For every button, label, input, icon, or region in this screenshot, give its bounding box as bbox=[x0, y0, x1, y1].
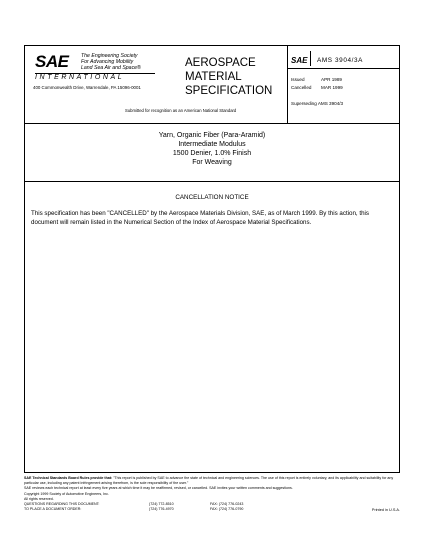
cancellation-heading: CANCELLATION NOTICE bbox=[175, 194, 249, 201]
specification-title bbox=[25, 124, 399, 182]
document-number: AMS 3904/3A bbox=[317, 57, 364, 64]
tagline-line: Land Sea Air and Space® bbox=[81, 65, 141, 72]
sae-logo-mark: SAE bbox=[35, 52, 69, 71]
sae-international: INTERNATIONAL bbox=[35, 73, 155, 81]
spec-title-line: For Weaving bbox=[192, 159, 232, 166]
header-divider bbox=[287, 68, 399, 69]
order-phone: (724) 776-4970 bbox=[149, 507, 174, 512]
policy-label: SAE Technical Standards Board Rules provide that: bbox=[24, 476, 113, 480]
sae-address: 400 Commonwealth Drive, Warrendale, PA 15096-0001 bbox=[33, 85, 141, 90]
document-footer bbox=[24, 476, 402, 513]
ansi-recognition-note: Submitted for recognition as an American National Standard bbox=[125, 108, 237, 113]
cancellation-body: This specification has been "CANCELLED" by the Aerospace Materials Division, SAE, as of March 1999. By this action, this document will remain listed in the Numerical Section of the Index of Aerospace Material Specifications. bbox=[31, 210, 369, 226]
order-label: TO PLACE A DOCUMENT ORDER: bbox=[24, 507, 82, 512]
superseding-note: Superseding AMS 3904/3 bbox=[291, 101, 344, 106]
document-type-line: AEROSPACE bbox=[185, 57, 256, 69]
contact-row bbox=[24, 507, 402, 512]
sae-tagline bbox=[81, 53, 141, 72]
cancelled-label: Cancelled bbox=[291, 84, 312, 90]
spec-title-line: Yarn, Organic Fiber (Para-Aramid) bbox=[158, 132, 266, 139]
copyright-note: Copyright 1999 Society of Automotive Engineers, Inc. bbox=[24, 491, 109, 496]
issued-value: APR 1989 bbox=[321, 77, 342, 82]
policy-note bbox=[24, 476, 402, 486]
questions-phone: (724) 772-8510 bbox=[149, 502, 174, 507]
document-type-line: MATERIAL bbox=[185, 71, 242, 83]
header-divider bbox=[310, 51, 311, 66]
document-header bbox=[25, 46, 399, 124]
printed-note: Printed in U.S.A. bbox=[371, 508, 400, 512]
questions-label: QUESTIONS REGARDING THIS DOCUMENT: bbox=[24, 502, 100, 507]
tagline-line: For Advancing Mobility bbox=[81, 59, 134, 66]
sae-logo bbox=[35, 52, 185, 82]
spec-title-line: Intermediate Modulus bbox=[178, 141, 246, 148]
cancelled-value: MAR 1999 bbox=[321, 84, 343, 90]
rights-note: All rights reserved. bbox=[24, 496, 54, 501]
issued-label: Issued bbox=[291, 77, 305, 82]
sae-small-logo: SAE bbox=[291, 56, 308, 65]
spec-title-line: 1500 Denier, 1.0% Finish bbox=[172, 150, 252, 157]
tagline-line: The Engineering Society bbox=[81, 53, 138, 59]
policy-text: "This report is published by SAE to advance the state of technical and engineering sciences. The use of this report is entirely voluntary, and its applicability and suitability for any particular use, including any patent infringement arising therefrom, is the sole responsibility of the user." bbox=[24, 476, 394, 486]
document-frame bbox=[24, 45, 400, 473]
document-type bbox=[185, 56, 272, 98]
header-divider bbox=[287, 46, 288, 123]
questions-fax: FAX: (724) 776-0243 bbox=[210, 502, 244, 507]
document-dates bbox=[291, 76, 343, 91]
order-fax: FAX: (724) 776-0790 bbox=[210, 507, 244, 512]
document-type-line: SPECIFICATION bbox=[185, 85, 273, 97]
review-note: SAE reviews each technical report at least every five years at which time it may be reaffirmed, revised, or cancelled. SAE invites your written comments and suggestions. bbox=[24, 486, 293, 491]
